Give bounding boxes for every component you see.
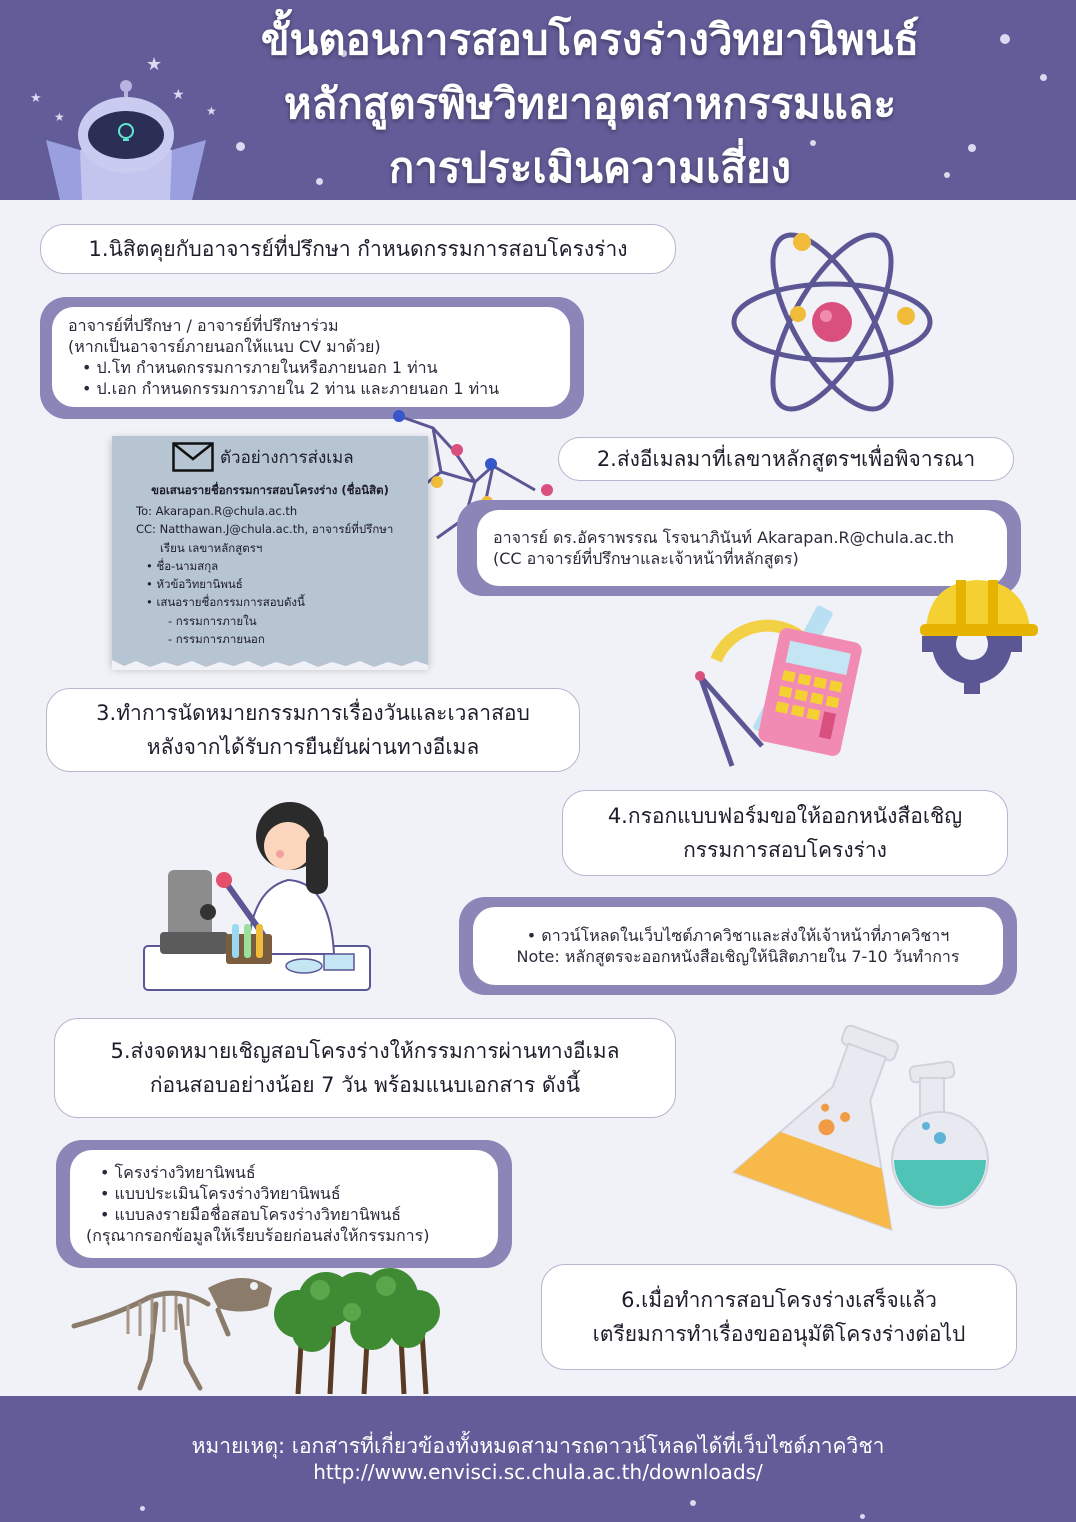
decor-dot xyxy=(968,144,976,152)
step1-title: 1.นิสิตคุยกับอาจารย์ที่ปรึกษา กำหนดกรรมการสอบโครงร่าง xyxy=(88,237,628,261)
envelope-icon xyxy=(172,442,214,472)
step6-title-line-2: เตรียมการทำเรื่องขออนุมัติโครงร่างต่อไป xyxy=(592,1322,966,1346)
step4-details-box xyxy=(473,907,1003,985)
step1-detail-3: • ป.โท กำหนดกรรมการภายในหรือภายนอก 1 ท่าน xyxy=(82,358,438,377)
trees-icon xyxy=(272,1268,442,1394)
decor-dot xyxy=(1000,34,1010,44)
email-item-name: • ชื่อ-นามสกุล xyxy=(146,559,219,573)
step1-detail-2: (หากเป็นอาจารย์ภายนอกให้แนบ CV มาด้วย) xyxy=(68,337,381,356)
star-icon: ★ xyxy=(206,104,217,118)
star-icon: ★ xyxy=(54,110,65,124)
step5-detail-4: (กรุณากรอกข้อมูลให้เรียบร้อยก่อนส่งให้กรรมการ) xyxy=(86,1226,430,1245)
step4-title-box xyxy=(562,790,1008,876)
scientist-microscope-icon xyxy=(138,794,378,994)
step5-details-frame xyxy=(56,1140,512,1268)
email-to-line: To: Akarapan.R@chula.ac.th xyxy=(136,504,298,518)
footer-url-link[interactable]: http://www.envisci.sc.chula.ac.th/downloads/ xyxy=(313,1460,763,1484)
robot-icon xyxy=(40,0,220,200)
step6-title-line-1: 6.เมื่อทำการสอบโครงร่างเสร็จแล้ว xyxy=(621,1288,937,1312)
step2-detail-2: (CC อาจารย์ที่ปรึกษาและเจ้าหน้าที่หลักสูตร) xyxy=(493,549,799,568)
step2-title-box xyxy=(558,437,1014,481)
decor-dot xyxy=(1040,74,1047,81)
step1-details-box xyxy=(52,307,570,407)
step5-detail-2: • แบบประเมินโครงร่างวิทยานิพนธ์ xyxy=(100,1184,341,1203)
footer-note: หมายเหตุ: เอกสารที่เกี่ยวข้องทั้งหมดสามารถดาวน์โหลดได้ที่เว็บไซต์ภาควิชา xyxy=(191,1434,885,1458)
dinosaur-skeleton-icon xyxy=(68,1264,278,1394)
email-example-subject: ขอเสนอรายชื่อกรรมการสอบโครงร่าง (ชื่อนิสิต) xyxy=(151,483,389,497)
email-greeting-line: เรียน เลขาหลักสูตรฯ xyxy=(160,541,263,555)
step3-title-box xyxy=(46,688,580,772)
step5-details-box xyxy=(70,1150,498,1258)
step1-title-box xyxy=(40,224,676,274)
hard-hat-gear-icon xyxy=(912,566,1042,696)
step1-details-frame xyxy=(40,297,584,419)
decor-dot xyxy=(140,1506,145,1511)
step4-title-line-2: กรรมการสอบโครงร่าง xyxy=(683,838,887,862)
step4-detail-2: Note: หลักสูตรจะออกหนังสือเชิญให้นิสิตภายใน 7-10 วันทำการ xyxy=(516,947,960,966)
atom-icon xyxy=(726,226,946,416)
email-cc-line: CC: Natthawan.J@chula.ac.th, อาจารย์ที่ปรึกษา xyxy=(136,522,394,536)
step3-title-line-1: 3.ทำการนัดหมายกรรมการเรื่องวันและเวลาสอบ xyxy=(96,701,530,725)
step3-title-line-2: หลังจากได้รับการยืนยันผ่านทางอีเมล xyxy=(146,735,480,759)
step5-title-line-2: ก่อนสอบอย่างน้อย 7 วัน พร้อมแนบเอกสาร ดังนี้ xyxy=(149,1073,581,1097)
step5-detail-1: • โครงร่างวิทยานิพนธ์ xyxy=(100,1163,256,1182)
header-banner xyxy=(0,0,1076,200)
email-item-internal: - กรรมการภายใน xyxy=(168,614,257,628)
star-icon: ★ xyxy=(172,87,185,103)
decor-dot xyxy=(690,1500,696,1506)
step1-detail-1: อาจารย์ที่ปรึกษา / อาจารย์ที่ปรึกษาร่วม xyxy=(68,316,339,335)
step5-title-line-1: 5.ส่งจดหมายเชิญสอบโครงร่างให้กรรมการผ่านทางอีเมล xyxy=(110,1039,620,1063)
email-example-card xyxy=(112,436,428,666)
decor-dot xyxy=(860,1514,865,1519)
step5-title-box xyxy=(54,1018,676,1118)
decor-dot xyxy=(944,172,950,178)
step4-detail-1: • ดาวน์โหลดในเว็บไซต์ภาควิชาและส่งให้เจ้าหน้าที่ภาควิชาฯ xyxy=(526,926,950,945)
torn-paper-edge xyxy=(112,658,428,670)
step6-title-box xyxy=(541,1264,1017,1370)
calculator-tools-icon xyxy=(688,596,868,776)
footer-banner xyxy=(0,1396,1076,1522)
step4-title-line-1: 4.กรอกแบบฟอร์มขอให้ออกหนังสือเชิญ xyxy=(607,804,963,828)
step1-detail-4: • ป.เอก กำหนดกรรมการภายใน 2 ท่าน และภายนอก 1 ท่าน xyxy=(82,379,500,398)
step2-title: 2.ส่งอีเมลมาที่เลขาหลักสูตรฯเพื่อพิจารณา xyxy=(596,447,976,471)
step4-details-frame xyxy=(459,897,1017,995)
step2-detail-1: อาจารย์ ดร.อัคราพรรณ โรจนาภินันท์ Akarapan.R@chula.ac.th xyxy=(493,528,955,547)
flask-icon xyxy=(714,1020,1004,1220)
star-icon: ★ xyxy=(146,54,163,75)
email-item-committee: • เสนอรายชื่อกรรมการสอบดังนี้ xyxy=(146,595,305,609)
page-title-line-3: การประเมินความเสี่ยง xyxy=(388,143,792,192)
page-title-line-1: ขั้นตอนการสอบโครงร่างวิทยานิพนธ์ xyxy=(260,15,920,64)
email-item-topic: • หัวข้อวิทยานิพนธ์ xyxy=(146,577,243,591)
step5-detail-3: • แบบลงรายมือชื่อสอบโครงร่างวิทยานิพนธ์ xyxy=(100,1205,402,1224)
star-icon: ★ xyxy=(30,91,42,106)
email-example-title: ตัวอย่างการส่งเมล xyxy=(220,448,354,468)
email-item-external: - กรรมการภายนอก xyxy=(168,632,265,646)
page-title-line-2: หลักสูตรพิษวิทยาอุตสาหกรรมและ xyxy=(283,79,897,128)
